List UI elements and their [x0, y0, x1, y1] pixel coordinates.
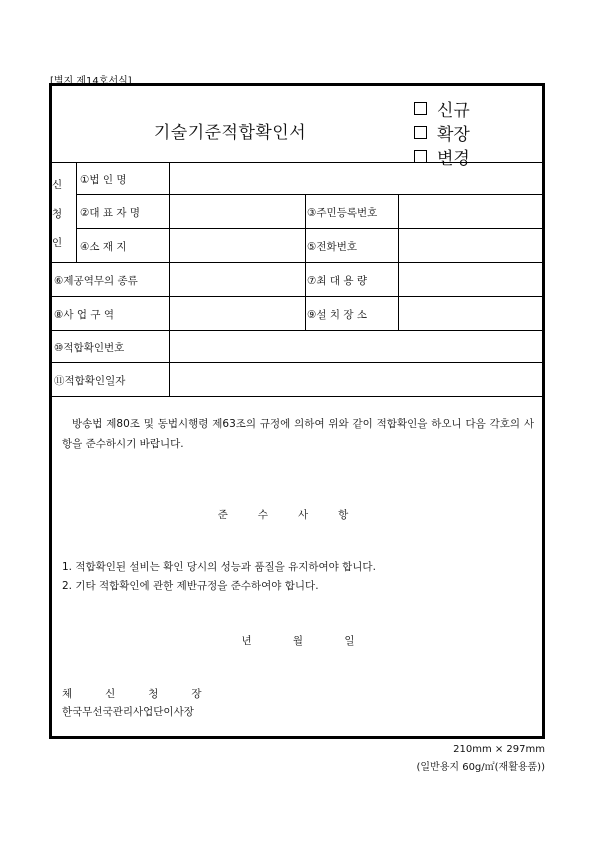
checkbox-expand-label: 확장 — [437, 124, 470, 145]
field-confirm-date: ⑪적합확인일자 — [54, 375, 126, 387]
field-confirm-no: ⑩적합확인번호 — [54, 342, 125, 354]
field-address: ④소 재 지 — [80, 241, 127, 253]
date-line: 년 월 일 — [241, 635, 355, 647]
field-max-capacity: ⑦최 대 용 량 — [307, 275, 367, 287]
checkbox-change-label: 변경 — [437, 148, 470, 169]
compliance-item-2: 2. 기타 적합확인에 관한 제반규정을 준수하여야 합니다. — [62, 580, 319, 592]
field-service-type: ⑥제공역무의 종류 — [54, 275, 138, 287]
checkbox-new-label: 신규 — [437, 100, 470, 121]
field-resident-no: ③주민등록번호 — [307, 207, 378, 219]
compliance-title — [50, 507, 546, 522]
table-line — [51, 162, 543, 163]
table-line — [305, 194, 306, 262]
table-line — [51, 396, 543, 397]
compliance-item-1: 1. 적합확인된 설비는 확인 당시의 성능과 품질을 유지하여야 합니다. — [62, 561, 376, 573]
checkbox-expand[interactable] — [414, 120, 514, 144]
paper-type: (일반용지 60g/㎡(재활용품)) — [416, 762, 545, 773]
applicant-label-3: 인 — [52, 237, 63, 249]
application-type-checkboxes — [414, 96, 514, 169]
table-line — [76, 162, 77, 262]
table-line — [305, 262, 306, 330]
signer-title-text: 체신청장 — [62, 688, 235, 700]
table-line — [51, 262, 543, 263]
checkbox-change[interactable] — [414, 144, 514, 168]
field-corp-name: ①법 인 명 — [80, 174, 127, 186]
applicant-label-1: 신 — [52, 179, 63, 191]
table-line — [51, 362, 543, 363]
table-line — [169, 162, 170, 396]
field-representative: ②대 표 자 명 — [80, 207, 140, 219]
field-phone: ⑤전화번호 — [307, 241, 357, 253]
field-install-location: ⑨설 치 장 소 — [307, 309, 367, 321]
document-title: 기술기준적합확인서 — [153, 123, 307, 143]
signer-title — [62, 686, 235, 701]
form-label: [별지 제14호서식] — [50, 76, 132, 87]
checkbox-new[interactable] — [414, 96, 514, 120]
table-line — [398, 262, 399, 330]
table-line — [51, 296, 543, 297]
table-line — [76, 228, 543, 229]
compliance-title-text: 준수사항 — [217, 509, 379, 521]
applicant-label-2: 청 — [52, 208, 63, 220]
table-line — [398, 194, 399, 262]
field-business-area: ⑧사 업 구 역 — [54, 309, 114, 321]
signer-sub: 한국무선국관리사업단이사장 — [62, 706, 194, 718]
table-line — [51, 330, 543, 331]
table-line — [76, 194, 543, 195]
notice-paragraph: 방송법 제80조 및 동법시행령 제63조의 규정에 의하여 위와 같이 적합확인을 하오니 다음 각호의 사항을 준수하시기 바랍니다. — [62, 418, 534, 450]
paper-size: 210mm × 297mm — [453, 744, 545, 755]
checkbox-square-icon — [414, 150, 427, 163]
checkbox-square-icon — [414, 126, 427, 139]
checkbox-square-icon — [414, 102, 427, 115]
